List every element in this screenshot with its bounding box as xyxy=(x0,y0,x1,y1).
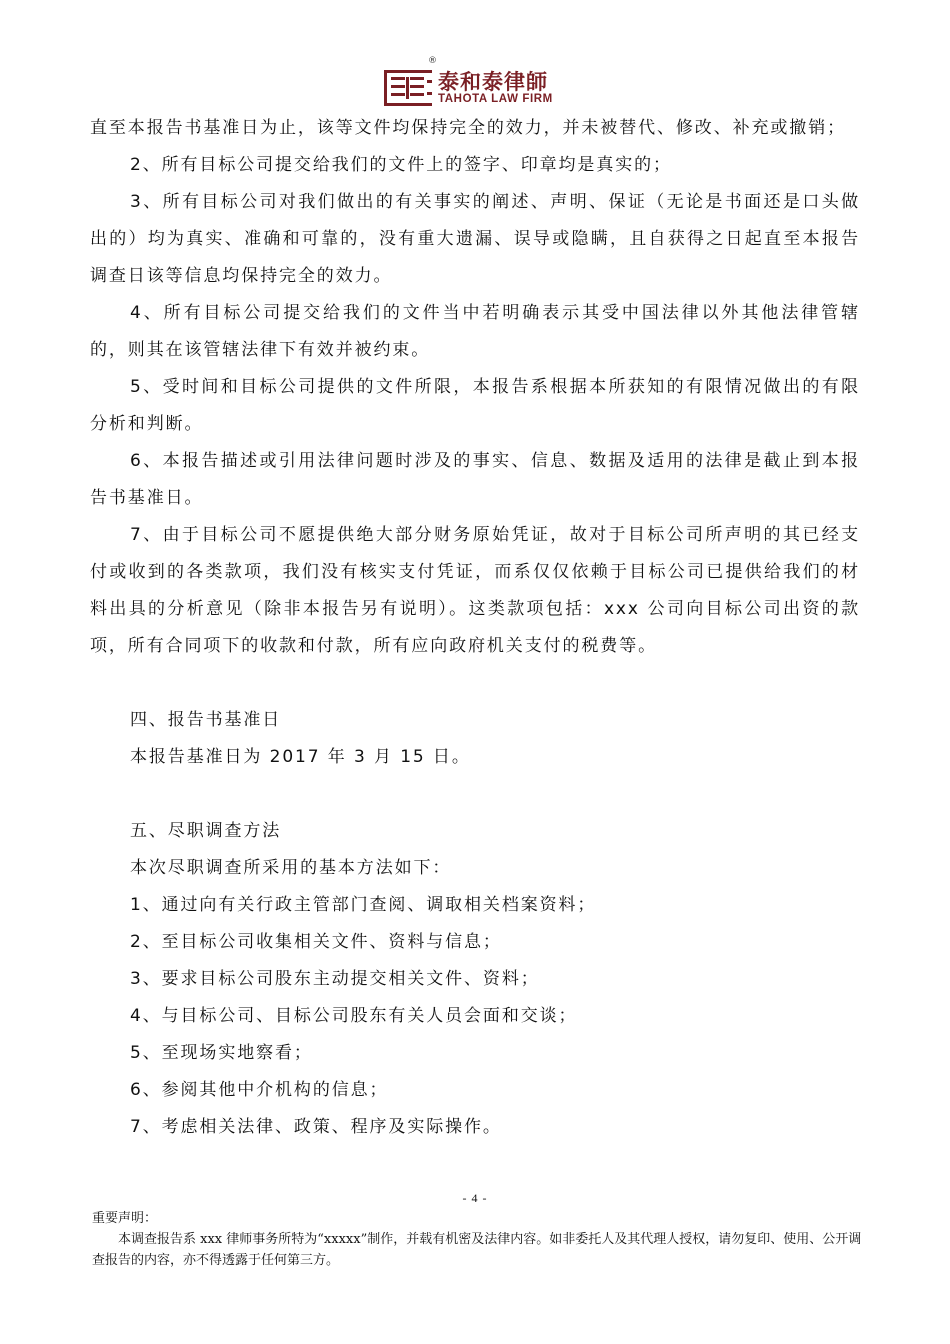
method-item: 5、至现场实地察看； xyxy=(130,1043,313,1063)
confidentiality-notice xyxy=(92,1208,862,1271)
paragraph-item-4: 4、所有目标公司提交给我们的文件当中若明确表示其受中国法律以外其他法律管辖的，则其在该管辖法律下有效并被约束。 xyxy=(90,303,860,360)
method-item: 2、至目标公司收集相关文件、资料与信息； xyxy=(130,932,502,952)
paragraph-item-6: 6、本报告描述或引用法律问题时涉及的事实、信息、数据及适用的法律是截止到本报告书基准日。 xyxy=(90,451,860,508)
paragraph-item-7: 7、由于目标公司不愿提供绝大部分财务原始凭证，故对于目标公司所声明的其已经支付或收到的各类款项，我们没有核实支付凭证，而系仅仅依赖于目标公司已提供给我们的材料出具的分析意见（除非本报告另有说明）。这类款项包括：xxx 公司向目标公司出资的款项，所有合同项下的收款和付款，所有应向政府机关支付的税费等。 xyxy=(90,525,860,656)
method-item: 4、与目标公司、目标公司股东有关人员会面和交谈； xyxy=(130,1006,578,1026)
method-item: 1、通过向有关行政主管部门查阅、调取相关档案资料； xyxy=(130,895,597,915)
method-item: 6、参阅其他中介机构的信息； xyxy=(130,1080,389,1100)
paragraph-continuation: 直至本报告书基准日为止，该等文件均保持完全的效力，并未被替代、修改、补充或撤销； xyxy=(90,118,846,138)
paragraph-item-5: 5、受时间和目标公司提供的文件所限，本报告系根据本所获知的有限情况做出的有限分析和判断。 xyxy=(90,377,860,434)
method-item: 3、要求目标公司股东主动提交相关文件、资料； xyxy=(130,969,540,989)
notice-title: 重要声明： xyxy=(92,1211,158,1226)
paragraph-item-3: 3、所有目标公司对我们做出的有关事实的阐述、声明、保证（无论是书面还是口头做出的）均为真实、准确和可靠的，没有重大遗漏、误导或隐瞒，且自获得之日起直至本报告调查日该等信息均保持完全的效力。 xyxy=(90,192,860,286)
registered-mark: ® xyxy=(428,56,437,66)
notice-body: 本调查报告系 xxx 律师事务所特为“xxxxx”制作，并载有机密及法律内容。如非委托人及其代理人授权，请勿复印、使用、公开调查报告的内容，亦不得透露于任何第三方。 xyxy=(92,1232,862,1268)
page-number: - 4 - xyxy=(462,1191,488,1205)
paragraph-item-2: 2、所有目标公司提交给我们的文件上的签字、印章均是真实的； xyxy=(130,155,672,175)
section-5-heading: 五、尽职调查方法 xyxy=(130,821,282,841)
firm-name-en: TAHOTA LAW FIRM xyxy=(438,93,553,105)
firm-logo-icon xyxy=(382,68,434,108)
method-item: 7、考虑相关法律、政策、程序及实际操作。 xyxy=(130,1117,502,1137)
firm-name-cn: 泰和泰律師 xyxy=(438,69,548,94)
section-5-intro: 本次尽职调查所采用的基本方法如下： xyxy=(130,858,452,878)
section-4-body: 本报告基准日为 2017 年 3 月 15 日。 xyxy=(130,747,471,767)
document-body xyxy=(90,110,860,1146)
firm-logo xyxy=(382,56,602,112)
section-4-heading: 四、报告书基准日 xyxy=(130,710,282,730)
